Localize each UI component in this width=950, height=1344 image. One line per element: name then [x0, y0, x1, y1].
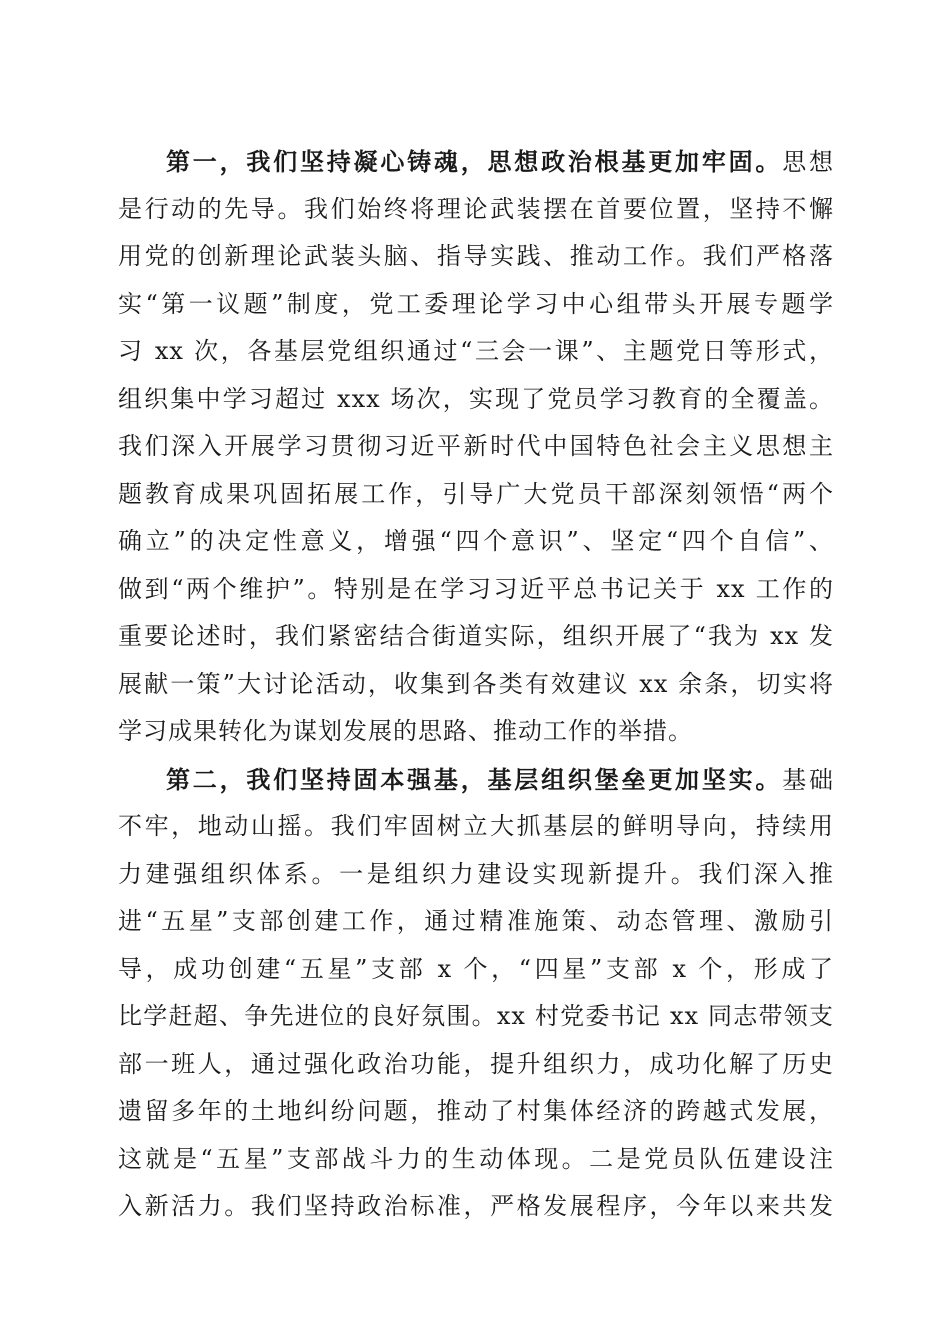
paragraph-1-line: 用党的创新理论武装头脑、指导实践、推动工作。我们严格落 — [118, 242, 834, 270]
paragraph-1-line: 重要论述时，我们紧密结合街道实际，组织开展了“我为 xx 发 — [118, 622, 834, 650]
paragraph-1-line: 习 xx 次，各基层党组织通过“三会一课”、主题党日等形式， — [118, 337, 834, 365]
document-body — [118, 138, 834, 1231]
paragraph-2-line: 不牢，地动山摇。我们牢固树立大抓基层的鲜明导向，持续用 — [118, 812, 834, 840]
paragraph-2-first-line — [118, 756, 834, 804]
paragraph-1-line: 确立”的决定性意义，增强“四个意识”、坚定“四个自信”、 — [118, 527, 834, 555]
paragraph-2-line: 导，成功创建“五星”支部 x 个，“四星”支部 x 个，形成了 — [118, 954, 834, 983]
paragraph-1-line: 展献一策”大讨论活动，收集到各类有效建议 xx 余条，切实将 — [118, 669, 834, 698]
paragraph-2-line: 进“五星”支部创建工作，通过精准施策、动态管理、激励引 — [118, 907, 834, 935]
paragraph-2-line: 入新活力。我们坚持政治标准，严格发展程序，今年以来共发 — [118, 1192, 834, 1220]
paragraph-1-first-line — [118, 138, 834, 186]
paragraph-1-line: 是行动的先导。我们始终将理论武装摆在首要位置，坚持不懈 — [118, 194, 834, 223]
paragraph-2-line: 部一班人，通过强化政治功能，提升组织力，成功化解了历史 — [118, 1049, 834, 1078]
paragraph-1-first-rest: 思想 — [782, 148, 835, 176]
paragraph-1-last-line: 学习成果转化为谋划发展的思路、推动工作的举措。 — [118, 717, 693, 745]
paragraph-2-lead: 第二，我们坚持固本强基，基层组织堡垒更加坚实。 — [166, 764, 783, 794]
paragraph-1-line: 题教育成果巩固拓展工作，引导广大党员干部深刻领悟“两个 — [118, 479, 834, 508]
paragraph-1-lead: 第一，我们坚持凝心铸魂，思想政治根基更加牢固。 — [166, 147, 783, 176]
paragraph-2-line: 这就是“五星”支部战斗力的生动体现。二是党员队伍建设注 — [118, 1144, 834, 1173]
paragraph-1-line: 我们深入开展学习贯彻习近平新时代中国特色社会主义思想主 — [118, 432, 834, 460]
paragraph-2-line: 比学赶超、争先进位的良好氛围。xx 村党委书记 xx 同志带领支 — [118, 1002, 834, 1030]
paragraph-1-line: 组织集中学习超过 xxx 场次，实现了党员学习教育的全覆盖。 — [118, 384, 834, 413]
paragraph-1-line: 实“第一议题”制度，党工委理论学习中心组带头开展专题学 — [118, 289, 834, 318]
paragraph-2-line: 力建强组织体系。一是组织力建设实现新提升。我们深入推 — [118, 859, 834, 888]
paragraph-2-first-rest: 基础 — [782, 765, 835, 794]
paragraph-2-line: 遗留多年的土地纠纷问题，推动了村集体经济的跨越式发展， — [118, 1097, 834, 1125]
paragraph-1-line: 做到“两个维护”。特别是在学习习近平总书记关于 xx 工作的 — [118, 574, 834, 603]
